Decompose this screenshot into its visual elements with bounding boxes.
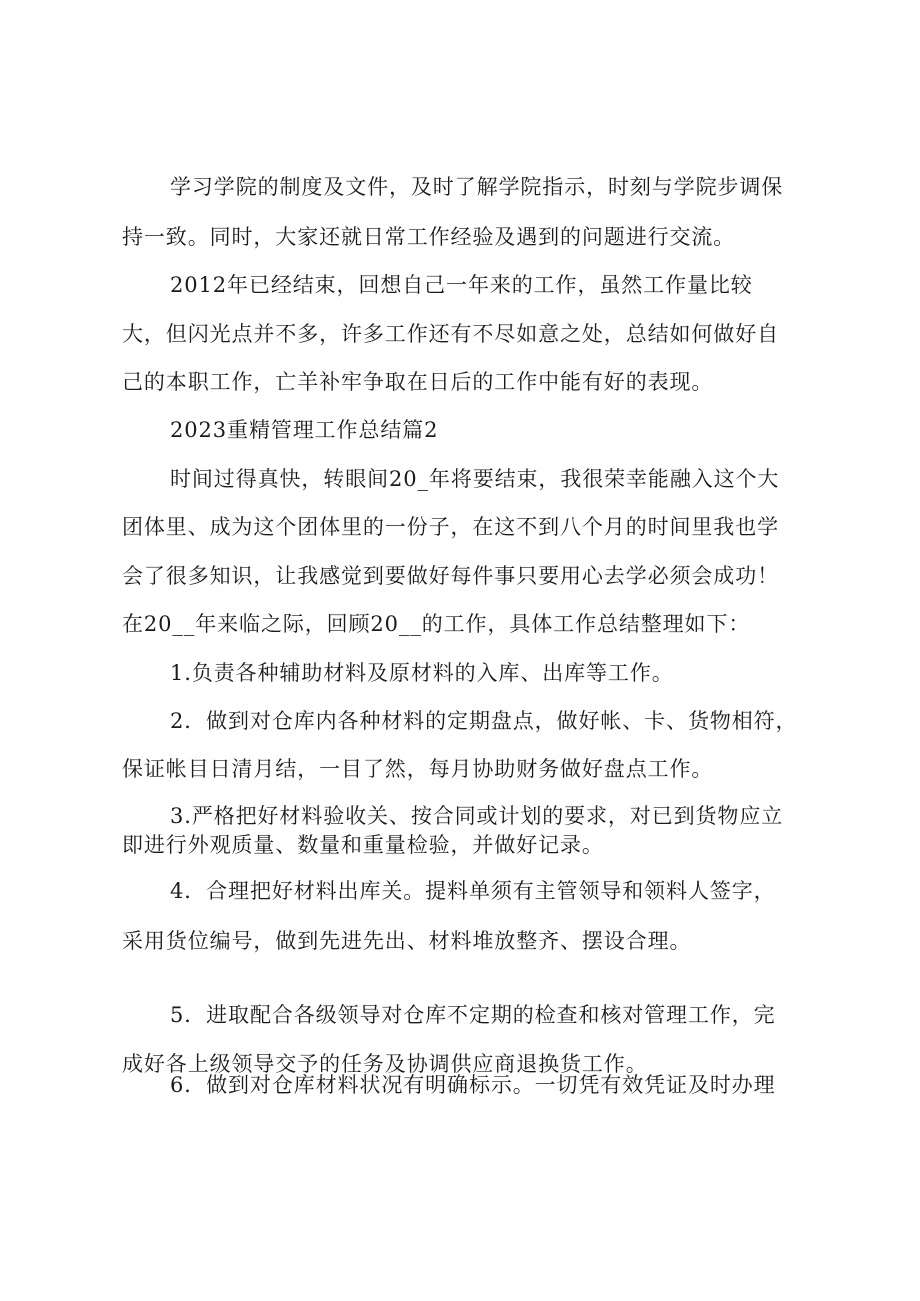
body-line: 采用货位编号，做到先进先出、材料堆放整齐、摆设合理。 (122, 929, 692, 953)
body-line: 在20__年来临之际，回顾20__的工作，具体工作总结整理如下： (122, 612, 751, 636)
list-item: 6．做到对仓库材料状况有明确标示。一切凭有效凭证及时办理 (170, 1073, 776, 1097)
list-item: 2．做到对仓库内各种材料的定期盘点，做好帐、卡、货物相符， (170, 709, 798, 733)
body-line: 己的本职工作，亡羊补牢争取在日后的工作中能有好的表现。 (122, 370, 714, 394)
body-line: 即进行外观质量、数量和重量检验，并做好记录。 (122, 833, 604, 857)
body-line: 成好各上级领导交予的任务及协调供应商退换货工作。 (122, 1052, 648, 1076)
body-line: 会了很多知识，让我感觉到要做好每件事只要用心去学必须会成功！ (122, 564, 779, 588)
section-heading: 2023重精管理工作总结篇2 (170, 418, 439, 442)
list-item: 3.严格把好材料验收关、按合同或计划的要求，对已到货物应立 (170, 804, 784, 828)
body-line: 保证帐目日清月结，一目了然，每月协助财务做好盘点工作。 (122, 757, 714, 781)
body-line: 2012年已经结束，回想自己一年来的工作，虽然工作量比较 (170, 273, 753, 297)
body-line: 持一致。同时，大家还就日常工作经验及遇到的问题进行交流。 (122, 225, 736, 249)
body-line: 时间过得真快，转眼间20_年将要结束，我很荣幸能融入这个大 (170, 467, 780, 491)
body-line: 学习学院的制度及文件，及时了解学院指示，时刻与学院步调保 (170, 175, 784, 199)
list-item: 4．合理把好材料出库关。提料单须有主管领导和领料人签字， (170, 879, 776, 903)
body-line: 大，但闪光点并不多，许多工作还有不尽如意之处，总结如何做好自 (122, 322, 779, 346)
list-item: 1.负责各种辅助材料及原材料的入库、出库等工作。 (170, 661, 674, 685)
body-line: 团体里、成为这个团体里的一份子，在这不到八个月的时间里我也学 (122, 515, 779, 539)
list-item: 5．进取配合各级领导对仓库不定期的检查和核对管理工作，完 (170, 1003, 776, 1027)
